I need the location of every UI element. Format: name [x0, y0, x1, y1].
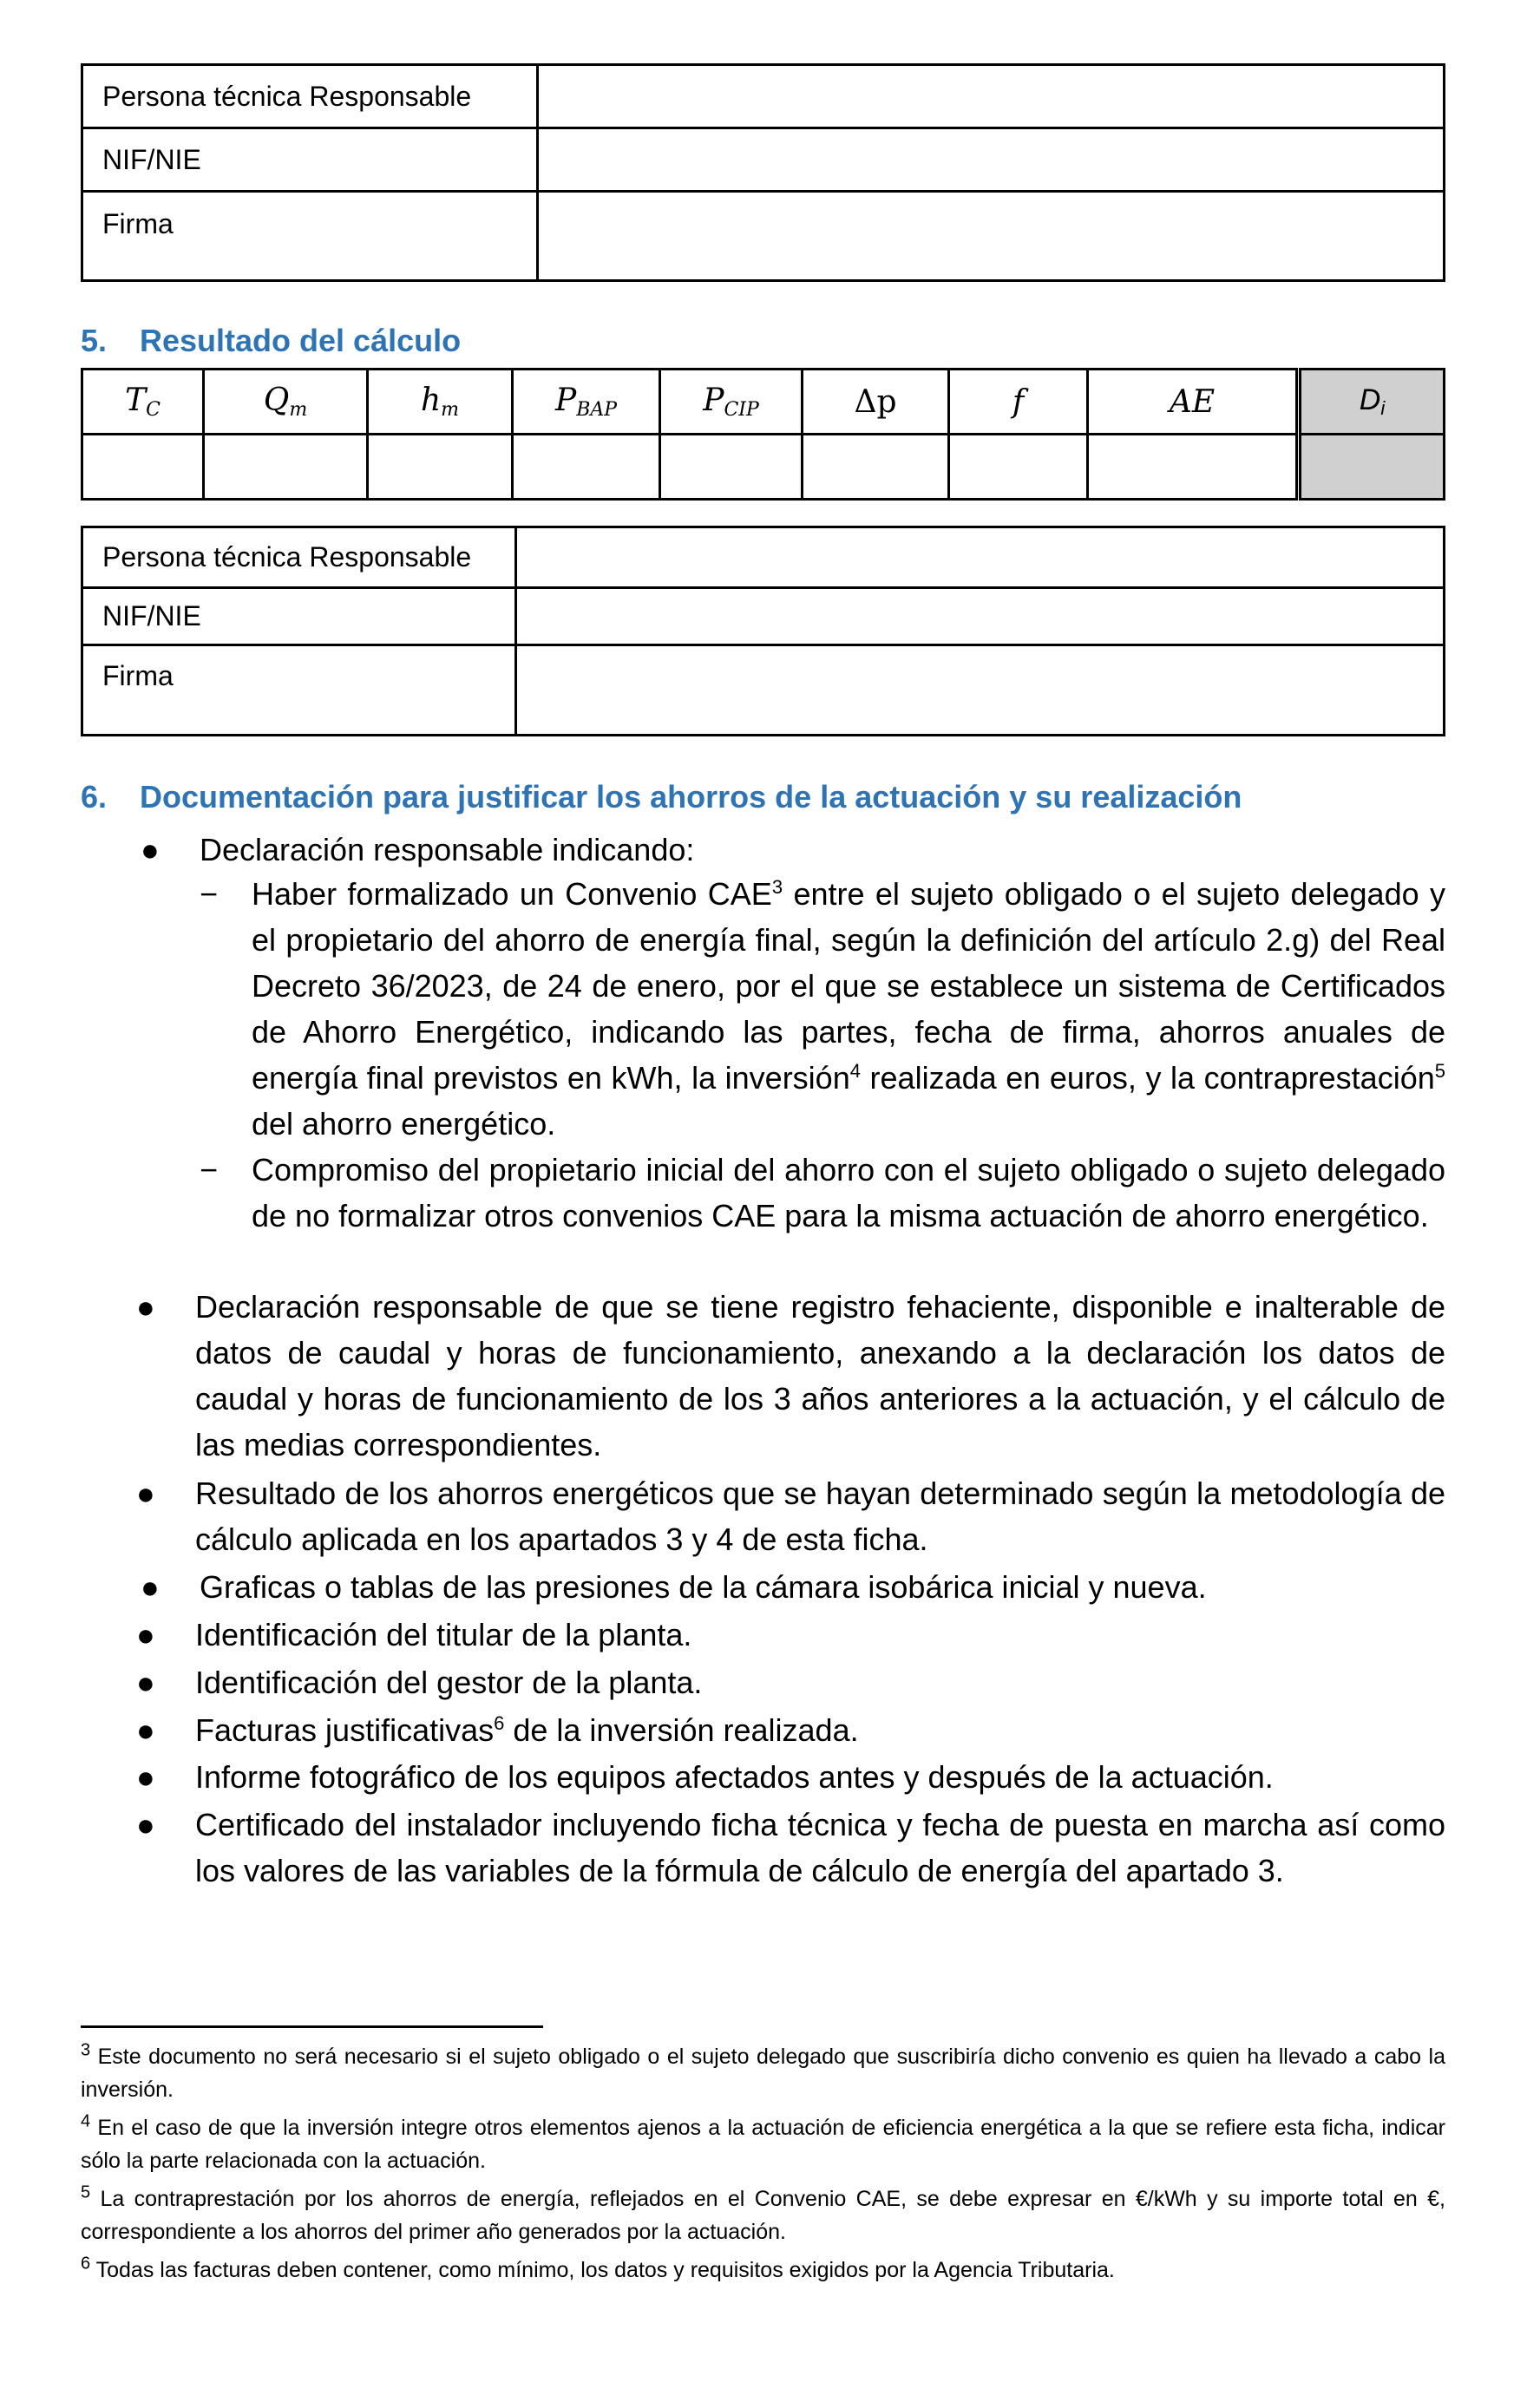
footnote-6: $^6$ Todas las facturas deben contener, como mínimo, los datos y requisitos exigidos por la Agencia Tributaria. — [81, 2254, 1115, 2282]
table-row — [82, 527, 1445, 588]
col-delta-p: Δp — [803, 370, 949, 435]
list-item: ● Resultado de los ahorros energéticos que se hayan determinado según la metodología de cálculo aplicada en los apartados 3 y 4 de esta ficha. — [195, 1470, 1445, 1562]
list-item: ● Facturas justificativas$^6$ de la inversión realizada. — [195, 1707, 1445, 1753]
value-qm[interactable] — [204, 435, 368, 500]
value-f[interactable] — [949, 435, 1088, 500]
bullet-icon: ● — [136, 1476, 155, 1511]
footnote-4: $^4$ En el caso de que la inversión integre otros elementos ajenos a la actuación de eficiencia energética a la que se refiere esta ficha, indicar sólo la parte relacionada con la actuación. — [81, 2111, 1445, 2173]
bullet-icon: ● — [136, 1289, 155, 1325]
table-row — [82, 192, 1445, 281]
firma-field[interactable] — [538, 192, 1445, 281]
signature-table-1 — [81, 63, 1445, 282]
label-nif-nie: NIF/NIE — [82, 128, 538, 192]
col-pbap: $P_{BAP}$ — [513, 370, 660, 435]
persona-tecnica-field[interactable] — [516, 527, 1445, 588]
col-hm: $h_m$ — [368, 370, 513, 435]
list-item: ● Graficas o tablas de las presiones de la cámara isobárica inicial y nueva. — [200, 1564, 1450, 1610]
list-item: ● Informe fotográfico de los equipos afectados antes y después de la actuación. — [195, 1754, 1445, 1800]
label-persona-tecnica: Persona técnica Responsable — [82, 65, 538, 128]
bullet-icon: ● — [141, 832, 160, 867]
footnote-5: $^5$ La contraprestación por los ahorros de energía, reflejados en el Convenio CAE, se debe expresar en €/kWh y su importe total en €, correspondiente a los ahorros del primer año generados por la actuación. — [81, 2182, 1445, 2244]
value-ae[interactable] — [1088, 435, 1297, 500]
label-firma: Firma — [82, 192, 538, 281]
label-persona-tecnica: Persona técnica Responsable — [82, 527, 516, 588]
value-di[interactable] — [1301, 435, 1445, 500]
result-di-table — [1299, 368, 1445, 501]
section-6-heading — [81, 779, 1242, 815]
list-item: ● Certificado del instalador incluyendo ficha técnica y fecha de puesta en marcha así como los valores de las variables de la fórmula de cálculo de energía del apartado 3. — [195, 1802, 1445, 1894]
section-5-number: 5. — [81, 323, 108, 358]
footnote-3: $^3$ Este documento no será necesario si el sujeto obligado o el sujeto delegado que suscribiría dicho convenio es quien ha llevado a cabo la inversión. — [81, 2040, 1445, 2102]
bullet-icon: ● — [136, 1712, 155, 1748]
footnote-ref-6[interactable]: 6 — [494, 1712, 505, 1734]
value-pcip[interactable] — [660, 435, 803, 500]
footnote-separator — [81, 2025, 543, 2028]
signature-table-2 — [81, 526, 1445, 736]
label-nif-nie: NIF/NIE — [82, 588, 516, 645]
value-delta-p[interactable] — [803, 435, 949, 500]
list-item: − Compromiso del propietario inicial del ahorro con el sujeto obligado o sujeto delegado de no formalizar otros convenios CAE para la misma actuación de ahorro energético. — [252, 1147, 1445, 1239]
list-item: ● Declaración responsable de que se tiene registro fehaciente, disponible e inalterable de datos de caudal y horas de funcionamiento, anexando a la declaración los datos de caudal y horas de funcionamiento de los 3 años anteriores a la actuación, y el cálculo de las medias correspondientes. — [195, 1284, 1445, 1468]
dash-icon: − — [200, 1152, 219, 1188]
list-item: ● Declaración responsable indicando: — [200, 827, 1450, 873]
bullet-icon: ● — [136, 1665, 155, 1700]
footnote-ref-3[interactable]: 3 — [771, 876, 783, 898]
bullet-icon: ● — [136, 1807, 155, 1842]
value-tc[interactable] — [82, 435, 204, 500]
list-item: ● Identificación del titular de la planta. — [195, 1612, 1445, 1658]
result-value-row — [82, 435, 1297, 500]
col-ae: AE — [1088, 370, 1297, 435]
value-pbap[interactable] — [513, 435, 660, 500]
result-header-row — [82, 370, 1297, 435]
footnote-ref-4[interactable]: 4 — [849, 1060, 861, 1082]
nif-nie-field[interactable] — [538, 128, 1445, 192]
section-6-title: Documentación para justificar los ahorros de la actuación y su realización — [140, 779, 1242, 815]
label-firma: Firma — [82, 645, 516, 736]
col-qm: $Q_m$ — [204, 370, 368, 435]
dash-icon: − — [200, 876, 219, 912]
list-item: − Haber formalizado un Convenio CAE$^3$ entre el sujeto obligado o el sujeto delegado y el propietario del ahorro de energía final, según la definición del artículo 2.g) del Real Decreto 36/2023, de 24 de enero, por el que se establece un sistema de Certificados de Ahorro Energético, indicando las partes, fecha de firma, ahorros anuales de energía final previstos en kWh, la inversión$^4$ realizada en euros, y la contraprestación$^5$ del ahorro energético. — [252, 871, 1445, 1147]
section-5-heading — [81, 323, 461, 359]
col-pcip: $P_{CIP}$ — [660, 370, 803, 435]
bullet-icon: ● — [136, 1759, 155, 1795]
persona-tecnica-field[interactable] — [538, 65, 1445, 128]
firma-field[interactable] — [516, 645, 1445, 736]
table-row — [82, 65, 1445, 128]
table-row — [82, 588, 1445, 645]
col-f: f — [949, 370, 1088, 435]
table-row — [82, 645, 1445, 736]
footnote-ref-5[interactable]: 5 — [1434, 1060, 1445, 1082]
nif-nie-field[interactable] — [516, 588, 1445, 645]
list-item: ● Identificación del gestor de la planta. — [195, 1659, 1445, 1705]
value-hm[interactable] — [368, 435, 513, 500]
section-6-number: 6. — [81, 779, 108, 815]
col-tc: $T_C$ — [82, 370, 204, 435]
bullet-icon: ● — [141, 1569, 160, 1605]
col-di: $D_i$ — [1301, 370, 1445, 435]
bullet-icon: ● — [136, 1617, 155, 1652]
result-table — [81, 368, 1298, 501]
section-5-title: Resultado del cálculo — [140, 323, 462, 358]
table-row — [82, 128, 1445, 192]
